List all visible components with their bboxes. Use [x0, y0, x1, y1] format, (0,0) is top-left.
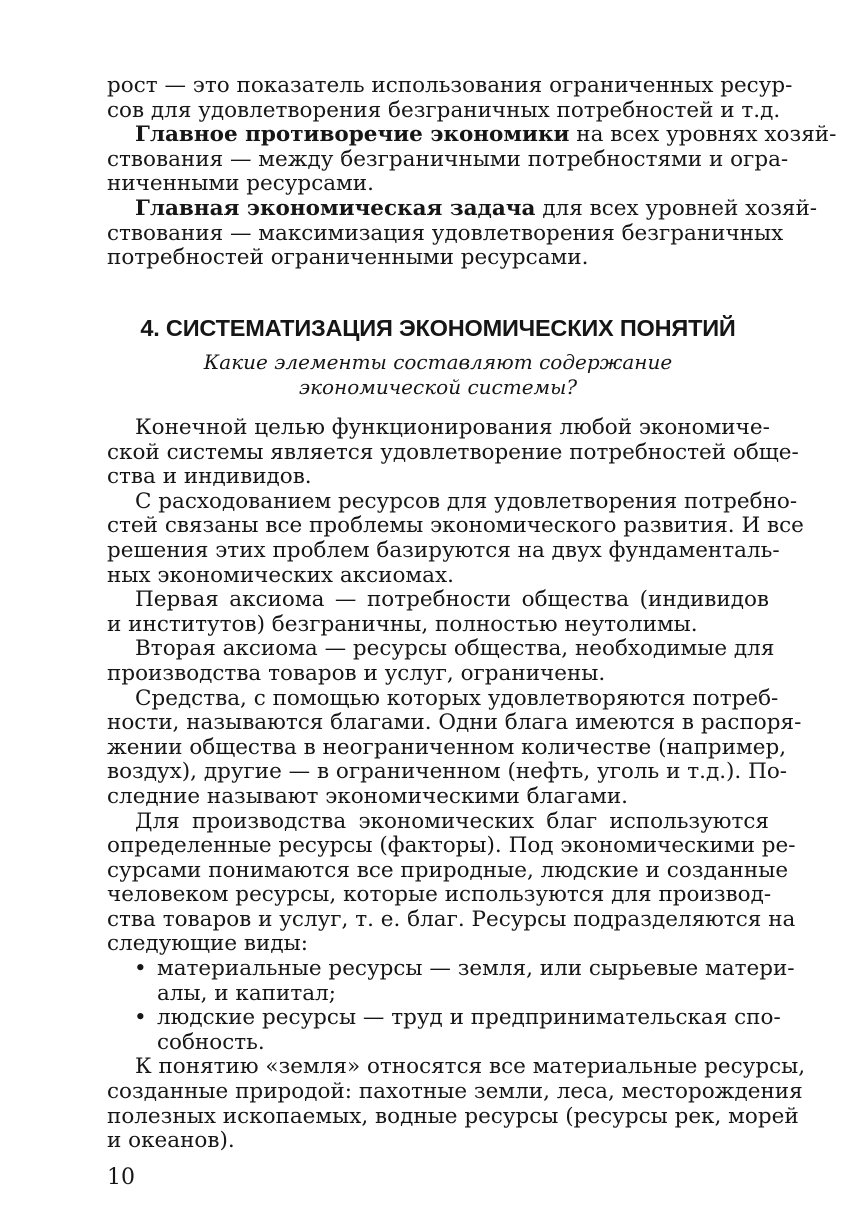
question-line: Какие элементы составляют содержание: [203, 350, 673, 374]
text-fragment: людские ресурсы — труд и предпринимательская спо-: [157, 1005, 781, 1031]
text-line: Конечной целью функционирования любой экономиче-: [135, 415, 770, 440]
text-line: Первая аксиома — потребности общества (индивидов: [135, 587, 769, 613]
text-line: Вторая аксиома — ресурсы общества, необходимые для: [135, 636, 775, 662]
text-line: созданные природой: пахотные земли, леса, месторождения: [107, 1079, 803, 1105]
text-line: сурсами понимаются все природные, людские и созданные: [107, 857, 789, 883]
text-line: потребностей ограниченными ресурсами.: [107, 245, 589, 271]
text-line: следние называют экономическими благами.: [107, 783, 629, 809]
contradiction-paragraph-line: [107, 122, 837, 148]
text-line: стей связаны все проблемы экономического развития. И все: [107, 513, 804, 539]
page-number: 10: [107, 1165, 135, 1190]
text-line: следующие виды:: [107, 931, 308, 957]
section-question: [107, 350, 769, 400]
text-line: решения этих проблем базируются на двух фундаменталь-: [107, 537, 780, 563]
bullet-item: [107, 1005, 781, 1031]
top-paragraphs: [107, 73, 837, 271]
bullet-icon: •: [134, 956, 147, 982]
bullet-continuation: собность.: [157, 1029, 265, 1055]
text-line: полезных ископаемых, водные ресурсы (ресурсы рек, морей: [107, 1103, 799, 1129]
task-term: Главная экономическая задача: [135, 195, 536, 221]
text-fragment: для всех уровней хозяй-: [535, 195, 818, 221]
text-line: ности, называются благами. Одни блага имеются в распоря-: [107, 710, 802, 736]
section-title: 4. СИСТЕМАТИЗАЦИЯ ЭКОНОМИЧЕСКИХ ПОНЯТИЙ: [140, 315, 736, 341]
text-line: сов для удовлетворения безграничных потребностей и т.д.: [107, 97, 781, 123]
text-line: ниченными ресурсами.: [107, 171, 374, 197]
text-line: ской системы является удовлетворение потребностей обще-: [107, 439, 799, 465]
text-line: С расходованием ресурсов для удовлетворения потребно-: [135, 488, 798, 514]
text-line: ства и индивидов.: [107, 464, 312, 490]
text-line: человеком ресурсы, которые используются для производ-: [107, 882, 772, 908]
text-fragment: материальные ресурсы — земля, или сырьевые матери-: [157, 956, 795, 982]
text-fragment: на всех уровнях хозяй-: [569, 122, 837, 148]
text-line: определенные ресурсы (факторы). Под экономическими ре-: [107, 833, 796, 859]
text-line: Для производства экономических благ используются: [135, 808, 769, 834]
bullet-item: [107, 956, 795, 982]
text-line: и институтов) безграничны, полностью неутолимы.: [107, 611, 698, 637]
contradiction-term: Главное противоречие экономики: [135, 122, 570, 148]
text-line: и океанов).: [107, 1128, 235, 1154]
text-line: жении общества в неограниченном количестве (например,: [107, 734, 787, 760]
text-line: ства товаров и услуг, т. е. благ. Ресурсы подразделяются на: [107, 906, 796, 932]
bullet-continuation: алы, и капитал;: [157, 980, 336, 1006]
text-line: ных экономических аксиомах.: [107, 562, 454, 588]
text-line: ствования — между безграничными потребностями и огра-: [107, 146, 789, 172]
text-line: производства товаров и услуг, ограничены.: [107, 660, 606, 686]
task-paragraph-line: [107, 195, 818, 222]
question-line: экономической системы?: [298, 375, 578, 399]
text-line: ствования — максимизация удовлетворения безграничных: [107, 220, 784, 246]
bullet-icon: •: [134, 1005, 147, 1031]
text-line: воздух), другие — в ограниченном (нефть, уголь и т.д.). По-: [107, 759, 788, 785]
section-body: [107, 415, 806, 1154]
text-line: рост — это показатель использования ограниченных ресур-: [107, 73, 793, 98]
text-line: К понятию «земля» относятся все материальные ресурсы,: [135, 1054, 806, 1080]
text-line: Средства, с помощью которых удовлетворяются потреб-: [135, 685, 779, 711]
